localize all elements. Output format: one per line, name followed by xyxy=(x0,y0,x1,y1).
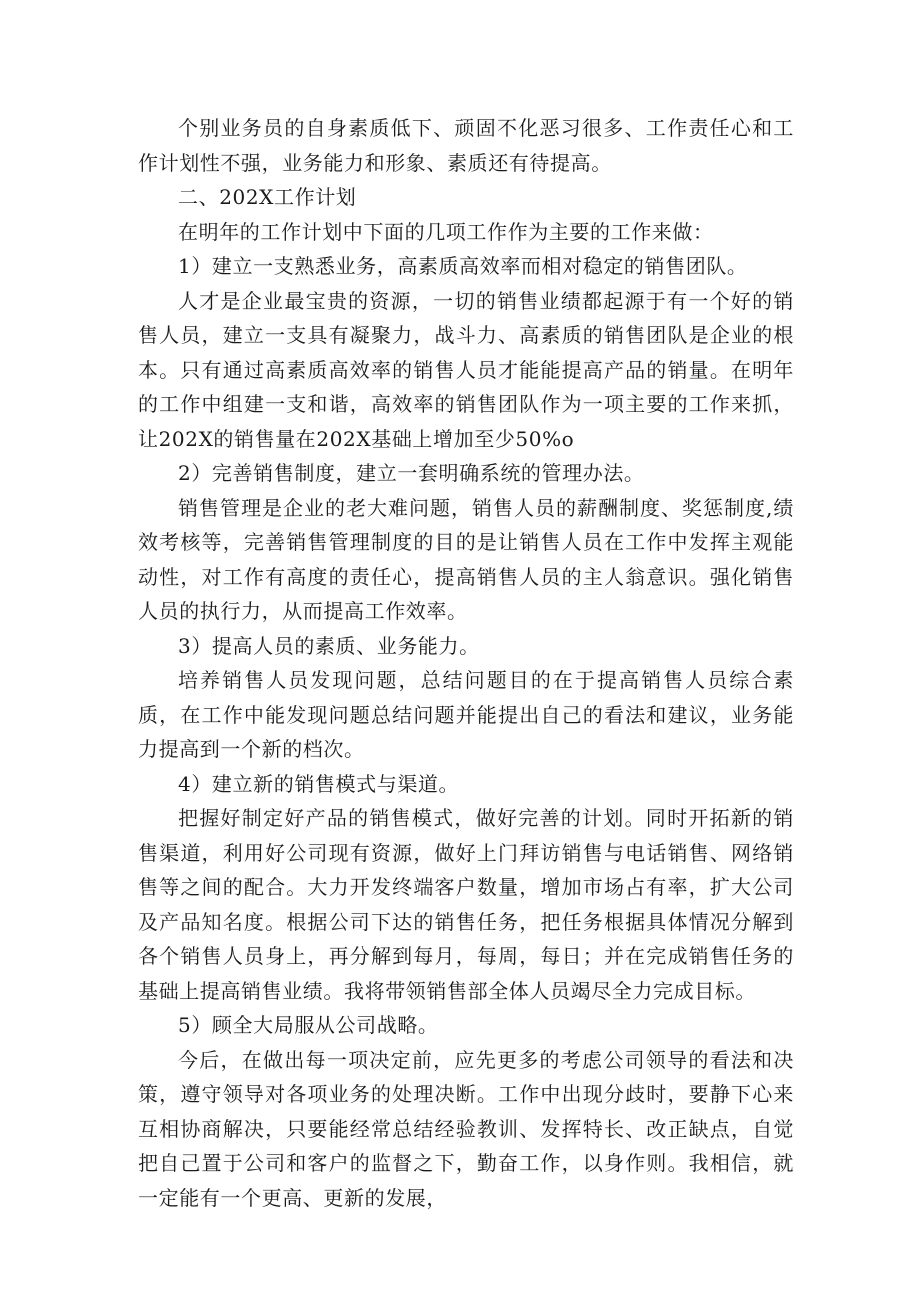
item-heading-1: 1）建立一支熟悉业务，高素质高效率而相对稳定的销售团队。 xyxy=(178,254,748,278)
section-heading-work-plan: 二、202X工作计划 xyxy=(178,185,357,209)
paragraph-shortcomings: 个别业务员的自身素质低下、顽固不化恶习很多、工作责任心和工作计划性不强，业务能力和形象、素质还有待提高。 xyxy=(138,116,794,175)
paragraph-item-5: 今后，在做出每一项决定前，应先更多的考虑公司领导的看法和决策，遵守领导对各项业务的处理决断。工作中出现分歧时，要静下心来互相协商解决，只要能经常总结经验教训、发挥特长、改正缺点，自觉把自己置于公司和客户的监督之下，勤奋工作，以身作则。我相信，就一定能有一个更高、更新的发展， xyxy=(138,1047,794,1210)
document-page xyxy=(138,111,794,1215)
paragraph-item-3: 培养销售人员发现问题，总结问题目的在于提高销售人员综合素质，在工作中能发现问题总结问题并能提出自己的看法和建议，业务能力提高到一个新的档次。 xyxy=(138,668,794,761)
paragraph-item-1: 人才是企业最宝贵的资源，一切的销售业绩都起源于有一个好的销售人员，建立一支具有凝聚力，战斗力、高素质的销售团队是企业的根本。只有通过高素质高效率的销售人员才能能提高产品的销量。在明年的工作中组建一支和谐，高效率的销售团队作为一项主要的工作来抓，让202X的销售量在202X基础上增加至少50%o xyxy=(138,288,794,451)
item-heading-2: 2）完善销售制度，建立一套明确系统的管理办法。 xyxy=(178,461,645,485)
item-heading-5: 5）顾全大局服从公司战略。 xyxy=(178,1013,439,1037)
paragraph-item-2: 销售管理是企业的老大难问题，销售人员的薪酬制度、奖惩制度,绩效考核等，完善销售管理制度的目的是让销售人员在工作中发挥主观能动性，对工作有高度的责任心，提高销售人员的主人翁意识。强化销售人员的执行力，从而提高工作效率。 xyxy=(138,495,794,623)
item-heading-4: 4）建立新的销售模式与渠道。 xyxy=(178,771,460,796)
paragraph-item-4: 把握好制定好产品的销售模式，做好完善的计划。同时开拓新的销售渠道，利用好公司现有资源，做好上门拜访销售与电话销售、网络销售等之间的配合。大力开发终端客户数量，增加市场占有率，扩大公司及产品知名度。根据公司下达的销售任务，把任务根据具体情况分解到各个销售人员身上，再分解到每月，每周，每日；并在完成销售任务的基础上提高销售业绩。我将带领销售部全体人员竭尽全力完成目标。 xyxy=(138,806,794,1003)
item-heading-3: 3）提高人员的素质、业务能力。 xyxy=(178,633,480,658)
paragraph-plan-intro: 在明年的工作计划中下面的几项工作作为主要的工作来做： xyxy=(178,219,714,244)
